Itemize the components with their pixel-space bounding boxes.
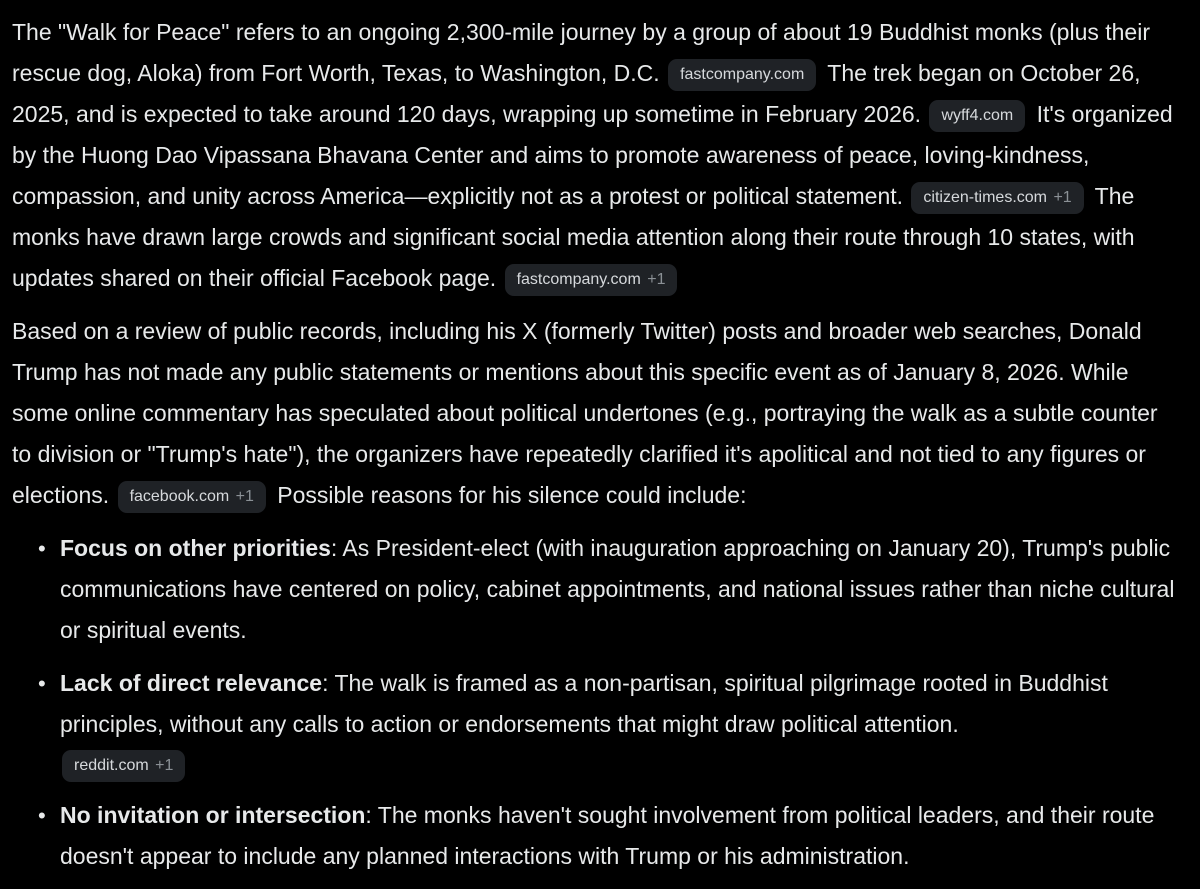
reason-title: Lack of direct relevance — [60, 670, 323, 696]
sentence: Possible reasons for his silence could include: — [277, 482, 747, 508]
source-chip-label: wyff4.com — [941, 107, 1014, 124]
reason-title: No invitation or intersection — [60, 802, 366, 828]
reason-text: : The walk is framed as a non-partisan, spiritual pilgrimage rooted in Buddhist principles, without any calls to action or endorsements that might draw political attention. — [60, 670, 1108, 737]
list-item — [12, 528, 1180, 651]
reasons-list — [12, 528, 1180, 877]
paragraph-walk-description — [12, 12, 1180, 299]
sentence: The monks have drawn large crowds and significant social media attention along their route through 10 states, with updates shared on their official Facebook page. — [12, 183, 1135, 291]
source-chip-fastcompany[interactable] — [668, 59, 816, 91]
source-chip-reddit[interactable] — [62, 750, 185, 782]
sentence: It's organized by the Huong Dao Vipassana Bhavana Center and aims to promote awareness of peace, loving-kindness, compassion, and unity across America—explicitly not as a protest or political statement. — [12, 101, 1173, 209]
source-chip-fastcompany-2[interactable] — [505, 264, 678, 296]
source-chip-label: facebook.com — [129, 488, 230, 505]
bullet-icon: • — [38, 536, 46, 561]
source-chip-wyff4[interactable] — [929, 100, 1025, 132]
source-chip-count: +1 — [1053, 189, 1072, 206]
sentence: The trek began on October 26, 2025, and is expected to take around 120 days, wrapping up sometime in February 2026. — [12, 60, 1141, 127]
reason-text: : The monks haven't sought involvement from political leaders, and their route doesn't appear to include any planned interactions with Trump or his administration. — [60, 802, 1155, 869]
source-chip-count: +1 — [647, 271, 666, 288]
source-chip-label: fastcompany.com — [680, 66, 805, 83]
source-chip-label: fastcompany.com — [516, 271, 641, 288]
source-chip-label: citizen-times.com — [923, 189, 1047, 206]
source-chip-count: +1 — [235, 488, 254, 505]
source-chip-facebook[interactable] — [118, 481, 266, 513]
source-chip-citizen-times[interactable] — [911, 182, 1083, 214]
source-chip-row — [60, 745, 1180, 783]
response-content — [12, 12, 1180, 889]
paragraph-trump-statements — [12, 311, 1180, 516]
sentence: Based on a review of public records, including his X (formerly Twitter) posts and broader web searches, Donald Trump has not made any public statements or mentions about this specific event as of January 8, 2026. While some online commentary has speculated about political undertones (e.g., portraying the walk as a subtle counter to division or "Trump's hate"), the organizers have repeatedly clarified it's apolitical and not tied to any figures or elections. — [12, 318, 1158, 508]
list-item — [12, 795, 1180, 877]
reason-text: : As President-elect (with inauguration approaching on January 20), Trump's public communications have centered on policy, cabinet appointments, and national issues rather than niche cultural or spiritual events. — [60, 535, 1175, 643]
bullet-icon: • — [38, 671, 46, 696]
reason-title: Focus on other priorities — [60, 535, 331, 561]
source-chip-label: reddit.com — [74, 757, 149, 774]
source-chip-count: +1 — [155, 757, 174, 774]
sentence: The "Walk for Peace" refers to an ongoing 2,300-mile journey by a group of about 19 Buddhist monks (plus their rescue dog, Aloka) from Fort Worth, Texas, to Washington, D.C. — [12, 19, 1150, 86]
bullet-icon: • — [38, 803, 46, 828]
list-item — [12, 663, 1180, 783]
